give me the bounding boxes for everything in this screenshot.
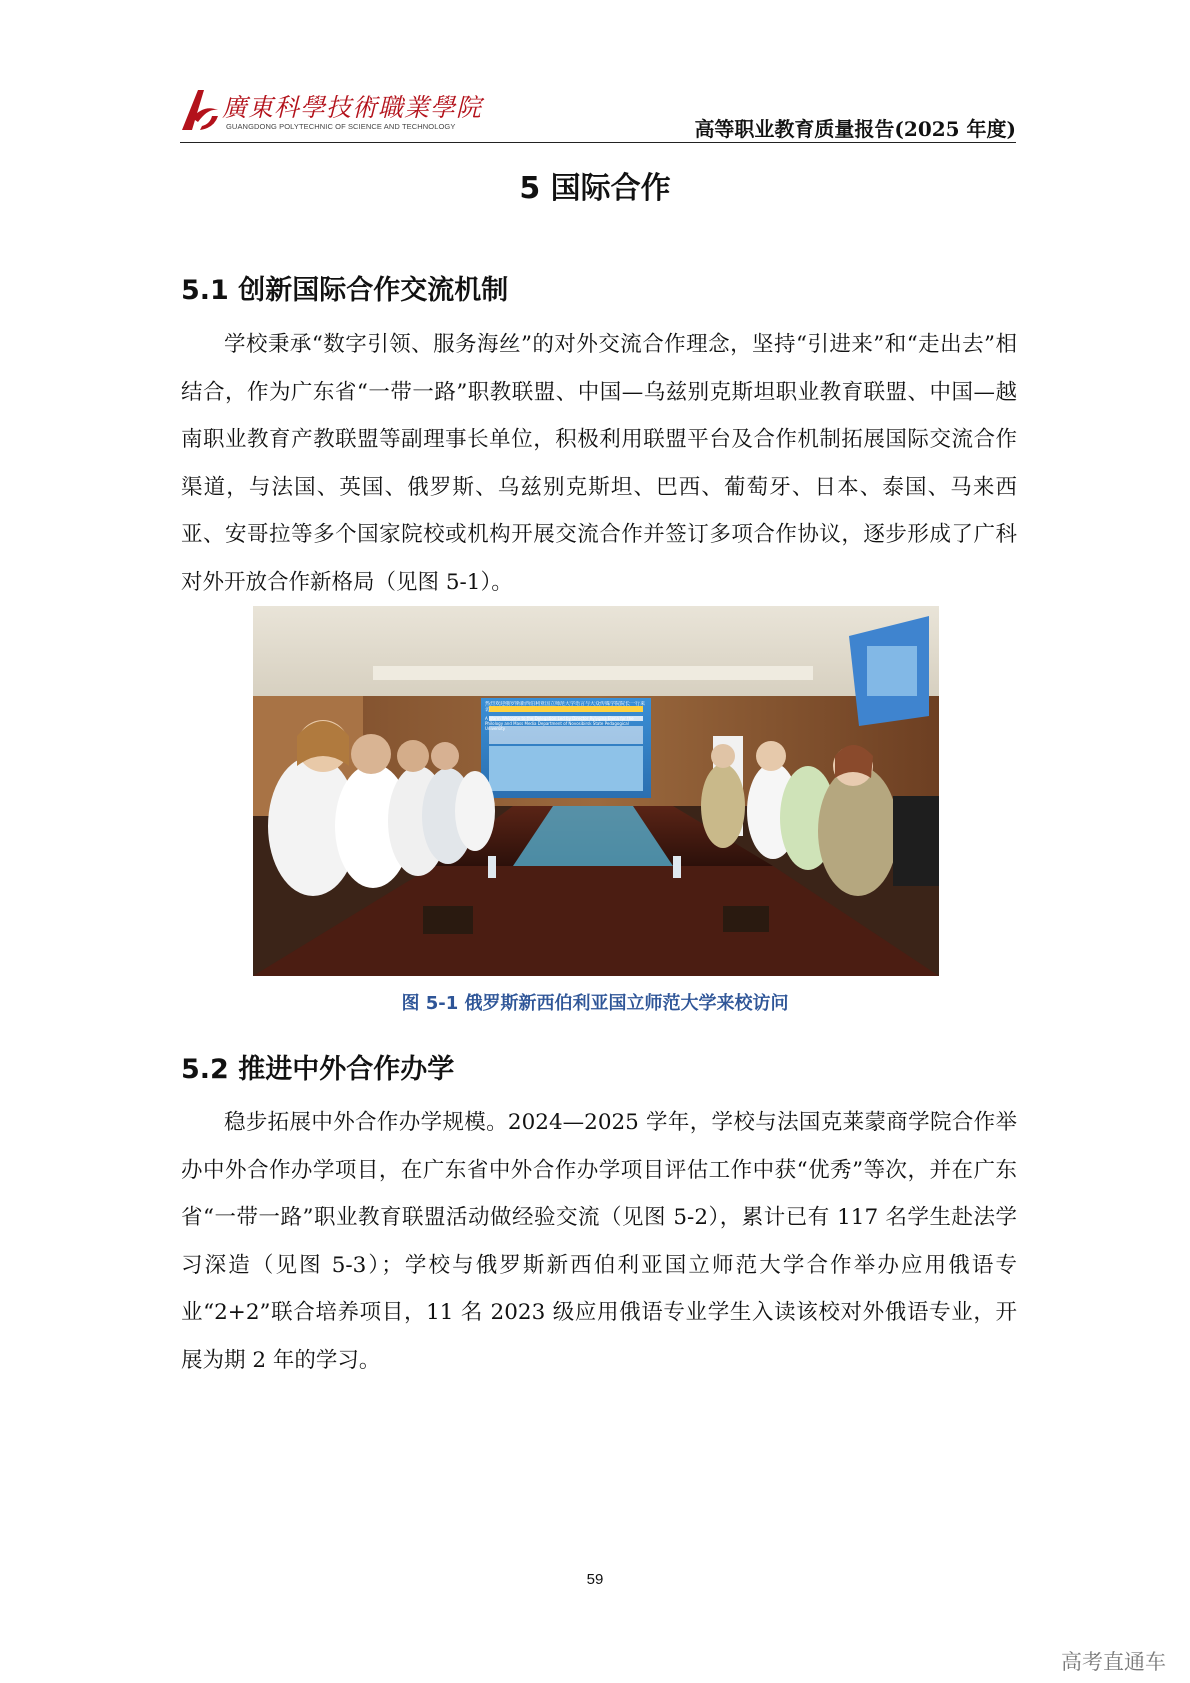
chapter-title: 5 国际合作 xyxy=(519,171,671,206)
section-paragraph-5-1: 学校秉承“数字引领、服务海丝”的对外交流合作理念，坚持“引进来”和“走出去”相结合，作为广东省“一带一路”职教联盟、中国—乌兹别克斯坦职业教育联盟、中国—越南职业教育产教联盟等副理事长单位，积极利用联盟平台及合作机制拓展国际交流合作渠道，与法国、英国、俄罗斯、乌兹别克斯坦、巴西、葡萄牙、日本、泰国、马来西亚、安哥拉等多个国家院校或机构开展交流合作并签订多项合作协议，逐步形成了广科对外开放合作新格局（见图 5-1）。 xyxy=(181,332,1017,595)
photo-screen-en-text: A Warm Welcome to the Delegation Led by Director Rylygina Elena for the Philology and Mass Media Department of Novosibirsk State Pedagogical University xyxy=(485,716,634,731)
logo-chinese-name: 廣東科學技術職業學院 xyxy=(222,93,483,122)
logo-english-name: GUANGDONG POLYTECHNIC OF SCIENCE AND TECHNOLOGY xyxy=(226,122,456,131)
watermark: 高考直通车 xyxy=(1061,1650,1166,1674)
section-title-5-1: 5.1 创新国际合作交流机制 xyxy=(181,275,509,306)
school-logo xyxy=(178,84,483,140)
page-number: 59 xyxy=(586,1571,604,1588)
section-paragraph-5-2: 稳步拓展中外合作办学规模。2024—2025 学年，学校与法国克莱蒙商学院合作举办中外合作办学项目，在广东省中外合作办学项目评估工作中获“优秀”等次，并在广东省“一带一路”职业教育联盟活动做经验交流（见图 5-2），累计已有 117 名学生赴法学习深造（见图 5-3）；学校与俄罗斯新西伯利亚国立师范大学合作举办应用俄语专业“2+2”联合培养项目，11 名 2023 级应用俄语专业学生入读该校对外俄语专业，开展为期 2 年的学习。 xyxy=(181,1110,1017,1373)
figure-caption: 图 5-1 俄罗斯新西伯利亚国立师范大学来校访问 xyxy=(401,993,789,1014)
logo-emblem-icon xyxy=(178,84,222,136)
header-divider xyxy=(180,142,1016,143)
section-title-5-2: 5.2 推进中外合作办学 xyxy=(181,1054,455,1085)
meeting-photo-illustration xyxy=(253,606,939,976)
report-title: 高等职业教育质量报告(2025 年度) xyxy=(694,117,1016,141)
photo-screen-cn-text: 热烈欢迎俄罗斯新西伯利亚国立师范大学语言与大众传媒学院院长一行来访 xyxy=(485,701,645,713)
meeting-photo xyxy=(253,606,939,976)
